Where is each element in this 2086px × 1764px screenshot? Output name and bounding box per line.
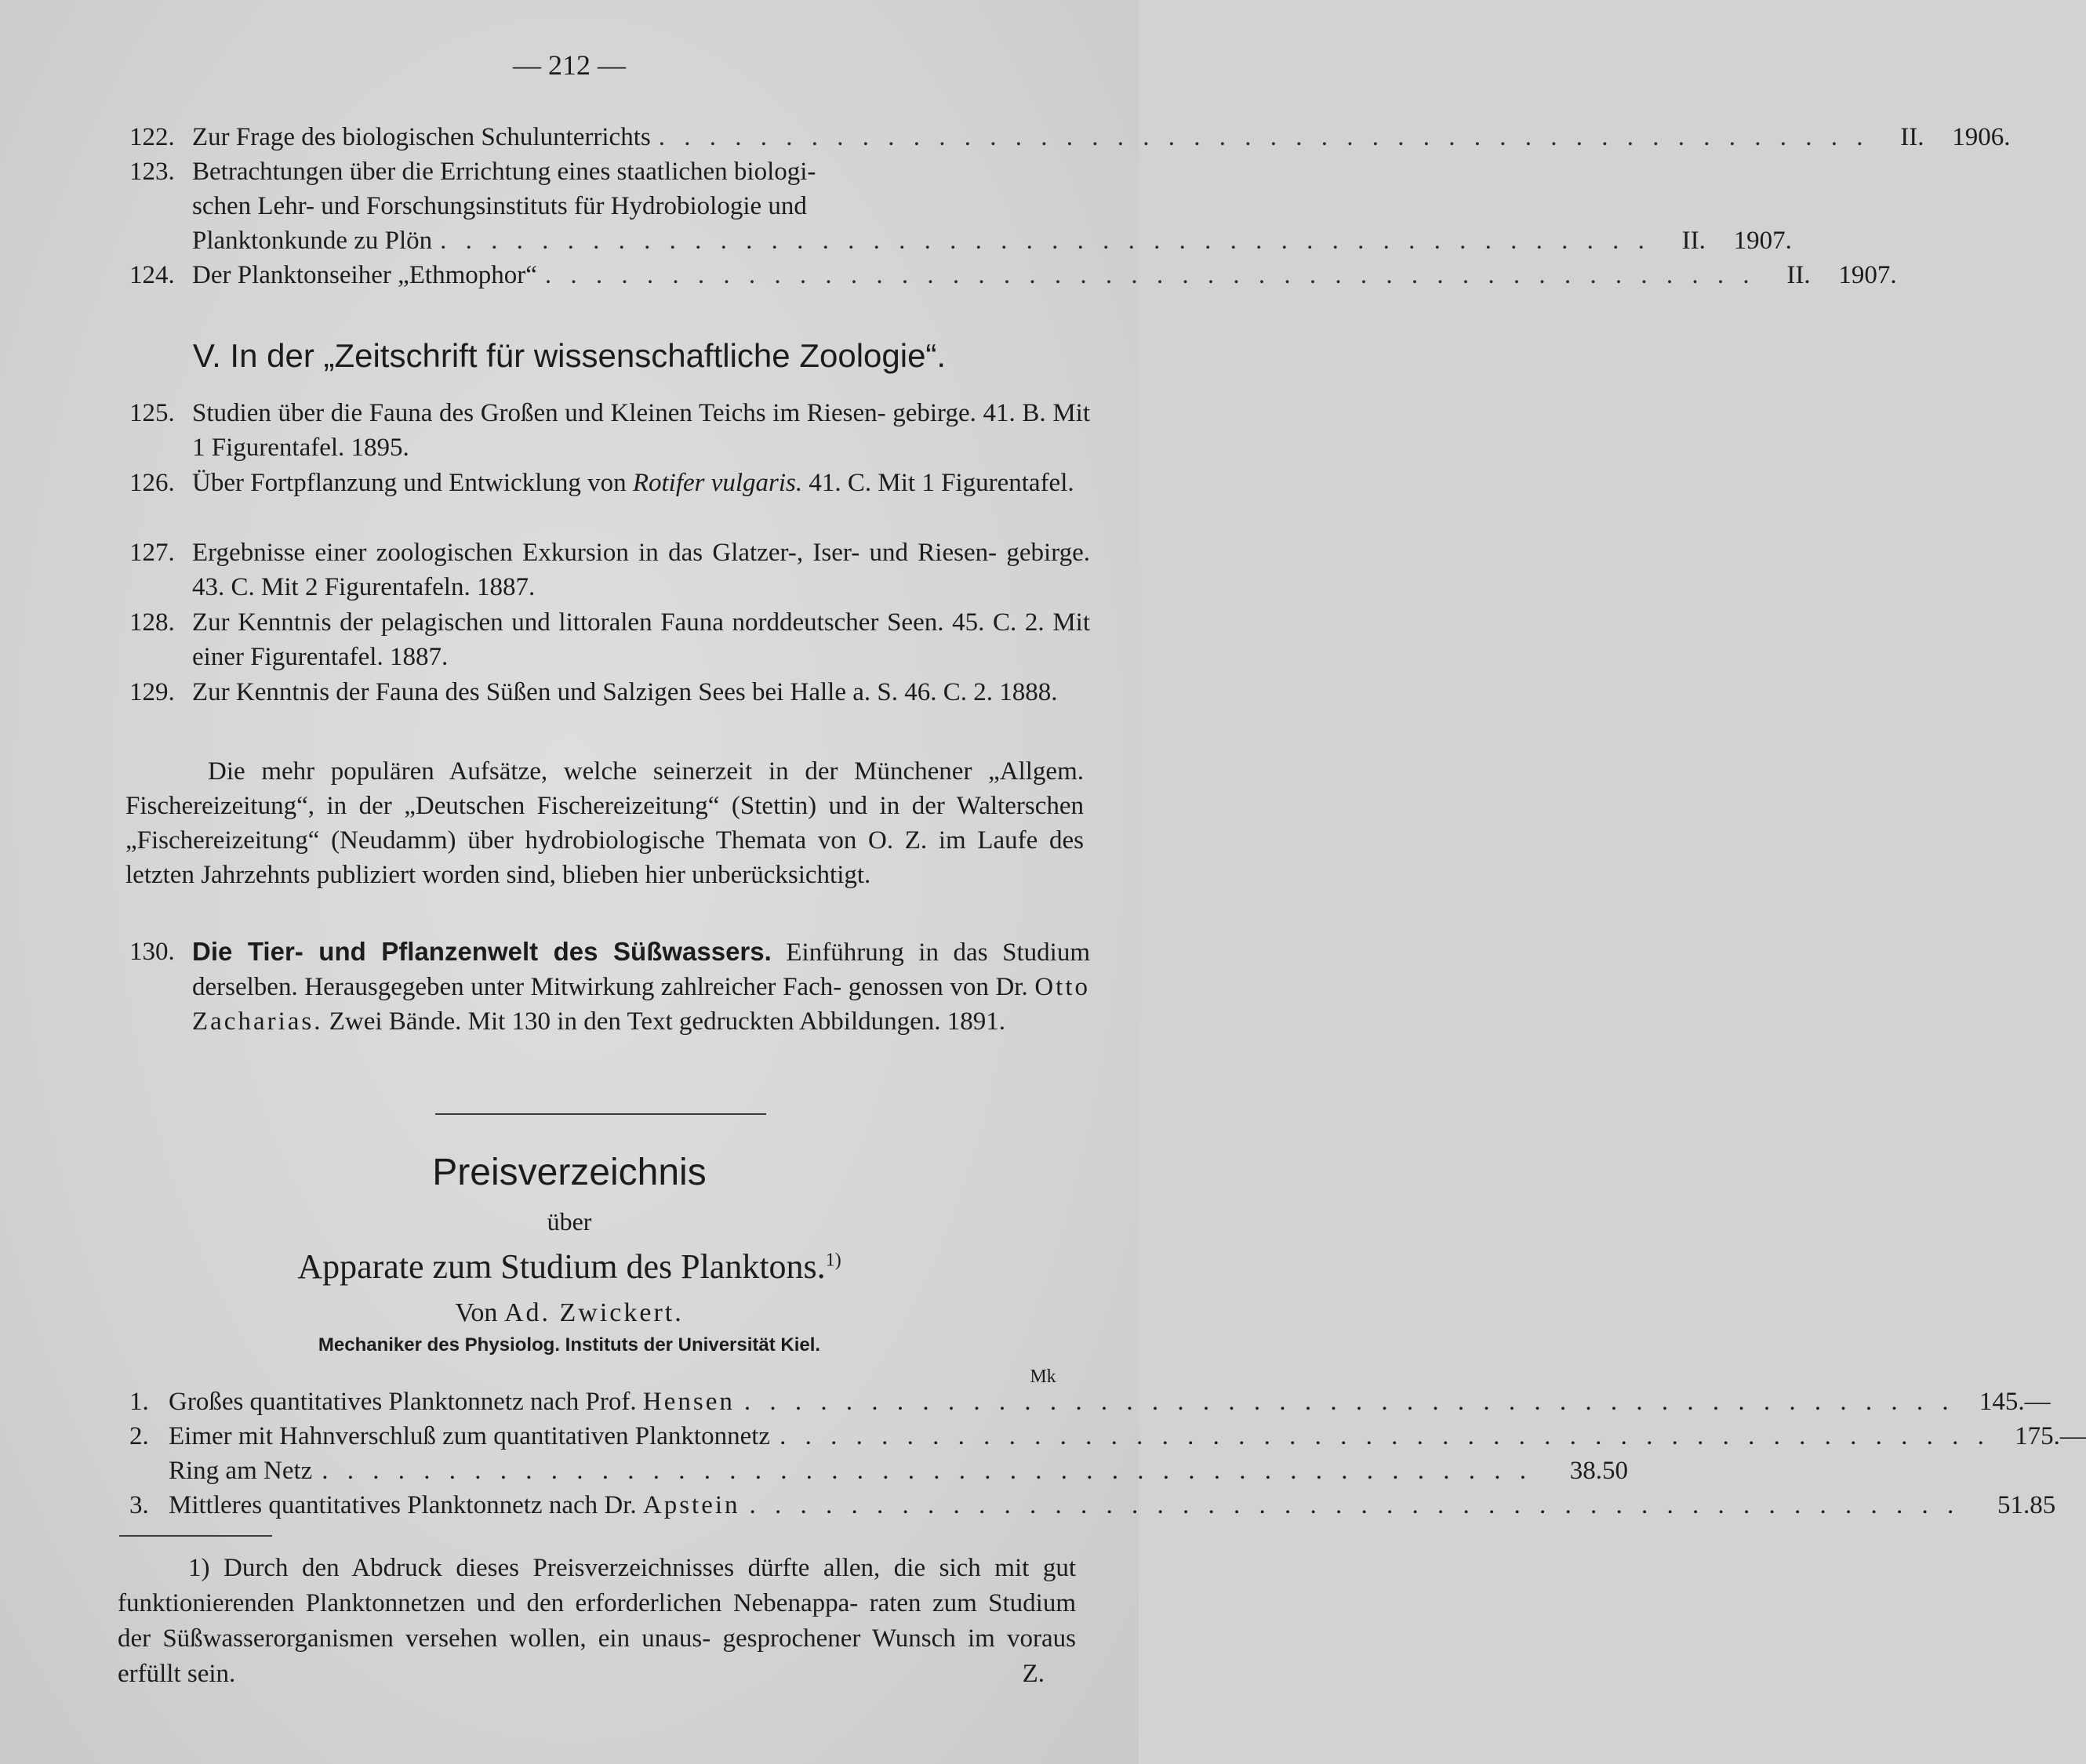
item-price: 38.50: [1569, 1457, 1629, 1485]
dot-leader: . . . . . . . . . . . . . . . . . . . . . . . . . . . . . . . . . . . . . . . . . . . . . . . .: [440, 227, 1651, 255]
entry-volume: II.: [1900, 123, 1924, 151]
item-number: 1.: [129, 1388, 149, 1416]
section-divider: [435, 1113, 766, 1115]
item-label-text: Großes quantitatives Planktonnetz nach Prof.: [169, 1388, 643, 1416]
zoology-entry-129: [129, 675, 1090, 710]
entry-text-post: Zwei Bände. Mit 130 in den Text gedruckten Abbildungen. 1891.: [322, 1007, 1006, 1036]
entry-year: 1907.: [1838, 261, 1897, 289]
entry-text-pre: Über Fortpflanzung und Entwicklung von: [192, 469, 633, 497]
entry-text-post: 41. C. Mit 1 Figurentafel.: [802, 469, 1074, 497]
footnote-mark: 1): [825, 1250, 841, 1271]
toc-entry-123: [129, 154, 1792, 258]
entry-volume: II.: [1786, 261, 1811, 289]
entry-text-pre: Einführung in das Studium derselben. Herausgegeben unter Mitwirkung zahlreicher Fach- genossen von Dr.: [192, 938, 1090, 1001]
popular-articles-note: Die mehr populären Aufsätze, welche seinerzeit in der Münchener „Allgem. Fischereizeitung“, in der „Deutschen Fischereizeitung“ (Stettin) und in der Walterschen „Fischereizeitung“ (Neudamm) über hydrobiologische Themata von O. Z. im Laufe des letzten Jahrzehnts publiziert worden sind, blieben hier unberücksichtigt.: [125, 757, 1084, 889]
item-price: 51.85: [1997, 1491, 2056, 1519]
item-number: 3.: [129, 1491, 149, 1519]
toc-entry-124: [129, 258, 1897, 292]
item-price: 175.—: [2015, 1422, 2086, 1450]
footnote-rule: [119, 1535, 272, 1537]
entry-volume: II.: [1681, 227, 1706, 255]
book-title: Die Tier- und Pflanzenwelt des Süßwassers.: [192, 937, 772, 966]
item-label-text: Eimer mit Hahnverschluß zum quantitativen Planktonnetz: [169, 1422, 771, 1450]
entry-text: [192, 466, 1090, 500]
footnote: [118, 1551, 1076, 1692]
book-author: Otto Zacharias.: [192, 973, 1090, 1036]
page-number: — 212 —: [513, 49, 626, 81]
entry-number: 125.: [129, 399, 175, 427]
dot-leader: . . . . . . . . . . . . . . . . . . . . . . . . . . . . . . . . . . . . . . . . . . . . . . . .: [749, 1491, 1961, 1519]
zoology-entry-127: [129, 535, 1090, 604]
price-item: [129, 1488, 2056, 1523]
entry-text: Zur Kenntnis der Fauna des Süßen und Salzigen Sees bei Halle a. S. 46. C. 2. 1888.: [192, 678, 1058, 706]
entry-text: Studien über die Fauna des Großen und Kleinen Teichs im Riesen- gebirge. 41. B. Mit 1 Figurentafel. 1895.: [192, 399, 1090, 462]
item-label-name: Apstein: [642, 1491, 740, 1519]
currency-header: Mk: [1030, 1367, 1056, 1387]
item-label: [169, 1454, 312, 1488]
footnote-signature: Z.: [1022, 1660, 1045, 1688]
dot-leader: . . . . . . . . . . . . . . . . . . . . . . . . . . . . . . . . . . . . . . . . . . . . . . . .: [743, 1388, 1955, 1416]
item-label: [169, 1385, 735, 1419]
price-item: [129, 1385, 2051, 1419]
item-label-text: Ring am Netz: [169, 1457, 313, 1485]
item-label-text: Mittleres quantitatives Planktonnetz nach Dr.: [169, 1491, 643, 1519]
entry-title-line-3: Planktonkunde zu Plön: [192, 227, 433, 255]
section-heading: V. In der „Zeitschrift für wissenschaftliche Zoologie“.: [192, 337, 947, 374]
price-item: [129, 1419, 2086, 1454]
item-price: 145.—: [1979, 1388, 2051, 1416]
price-list-subtitle: [0, 1247, 1139, 1287]
entry-number: 126.: [129, 469, 175, 497]
item-label: [169, 1488, 740, 1523]
footnote-text: 1) Durch den Abdruck dieses Preisverzeichnisses dürfte allen, die sich mit gut funktionierenden Planktonnetzen und den erforderlichen Nebenappa- raten zum Studium der Süßwasserorganismen versehen wollen, ein unaus- gesprochener Wunsch im voraus erfüllt sein.: [118, 1554, 1076, 1688]
entry-text: Ergebnisse einer zoologischen Exkursion in das Glatzer-, Iser- und Riesen- gebirge. 43. C. Mit 2 Figurentafeln. 1887.: [192, 539, 1090, 601]
dot-leader: . . . . . . . . . . . . . . . . . . . . . . . . . . . . . . . . . . . . . . . . . . . . . . . .: [544, 261, 1756, 289]
entry-number: 127.: [129, 539, 175, 567]
price-list-author: [0, 1298, 1139, 1328]
entry-number: 128.: [129, 608, 175, 637]
item-number: 2.: [129, 1422, 149, 1450]
zoology-entry-128: [129, 605, 1090, 674]
zoology-entry-126: [129, 466, 1090, 500]
entry-number: 122.: [129, 123, 175, 151]
price-list-uber: über: [547, 1207, 592, 1236]
dot-leader: . . . . . . . . . . . . . . . . . . . . . . . . . . . . . . . . . . . . . . . . . . . . . . . .: [780, 1422, 1990, 1450]
price-list-affiliation: Mechaniker des Physiolog. Instituts der Universität Kiel.: [318, 1334, 821, 1356]
entry-number: 130.: [129, 938, 175, 966]
entry-text: [192, 935, 1090, 1039]
toc-entry-122: [129, 120, 2011, 154]
entry-title: Der Planktonseiher „Ethmophor“: [192, 261, 537, 289]
subtitle-text: Apparate zum Studium des Planktons.: [297, 1247, 826, 1286]
item-label-name: Hensen: [642, 1388, 735, 1416]
price-item: [129, 1454, 1629, 1488]
entry-number: 129.: [129, 678, 175, 706]
author-name: Ad. Zwickert.: [503, 1298, 684, 1327]
dot-leader: . . . . . . . . . . . . . . . . . . . . . . . . . . . . . . . . . . . . . . . . . . . . . . . .: [658, 123, 1870, 151]
entry-title: Zur Frage des biologischen Schulunterrichts: [192, 123, 651, 151]
dot-leader: . . . . . . . . . . . . . . . . . . . . . . . . . . . . . . . . . . . . . . . . . . . . . . . .: [322, 1457, 1533, 1485]
species-name: Rotifer vulgaris.: [632, 469, 803, 497]
entry-year: 1906.: [1952, 123, 2011, 151]
zoology-entry-125: [129, 396, 1090, 465]
entry-text: Zur Kenntnis der pelagischen und littoralen Fauna norddeutscher Seen. 45. C. 2. Mit einer Figurentafel. 1887.: [192, 608, 1090, 671]
entry-title-line-2: schen Lehr- und Forschungsinstituts für Hydrobiologie und: [192, 192, 807, 220]
book-entry-130: [129, 935, 1090, 1039]
item-label: [169, 1419, 770, 1454]
entry-title-line-1: Betrachtungen über die Errichtung eines staatlichen biologi-: [192, 158, 816, 186]
price-list-title: Preisverzeichnis: [432, 1152, 707, 1193]
entry-year: 1907.: [1733, 227, 1792, 255]
entry-number: 123.: [129, 158, 175, 186]
entry-number: 124.: [129, 261, 175, 289]
author-prefix: Von: [455, 1298, 504, 1327]
